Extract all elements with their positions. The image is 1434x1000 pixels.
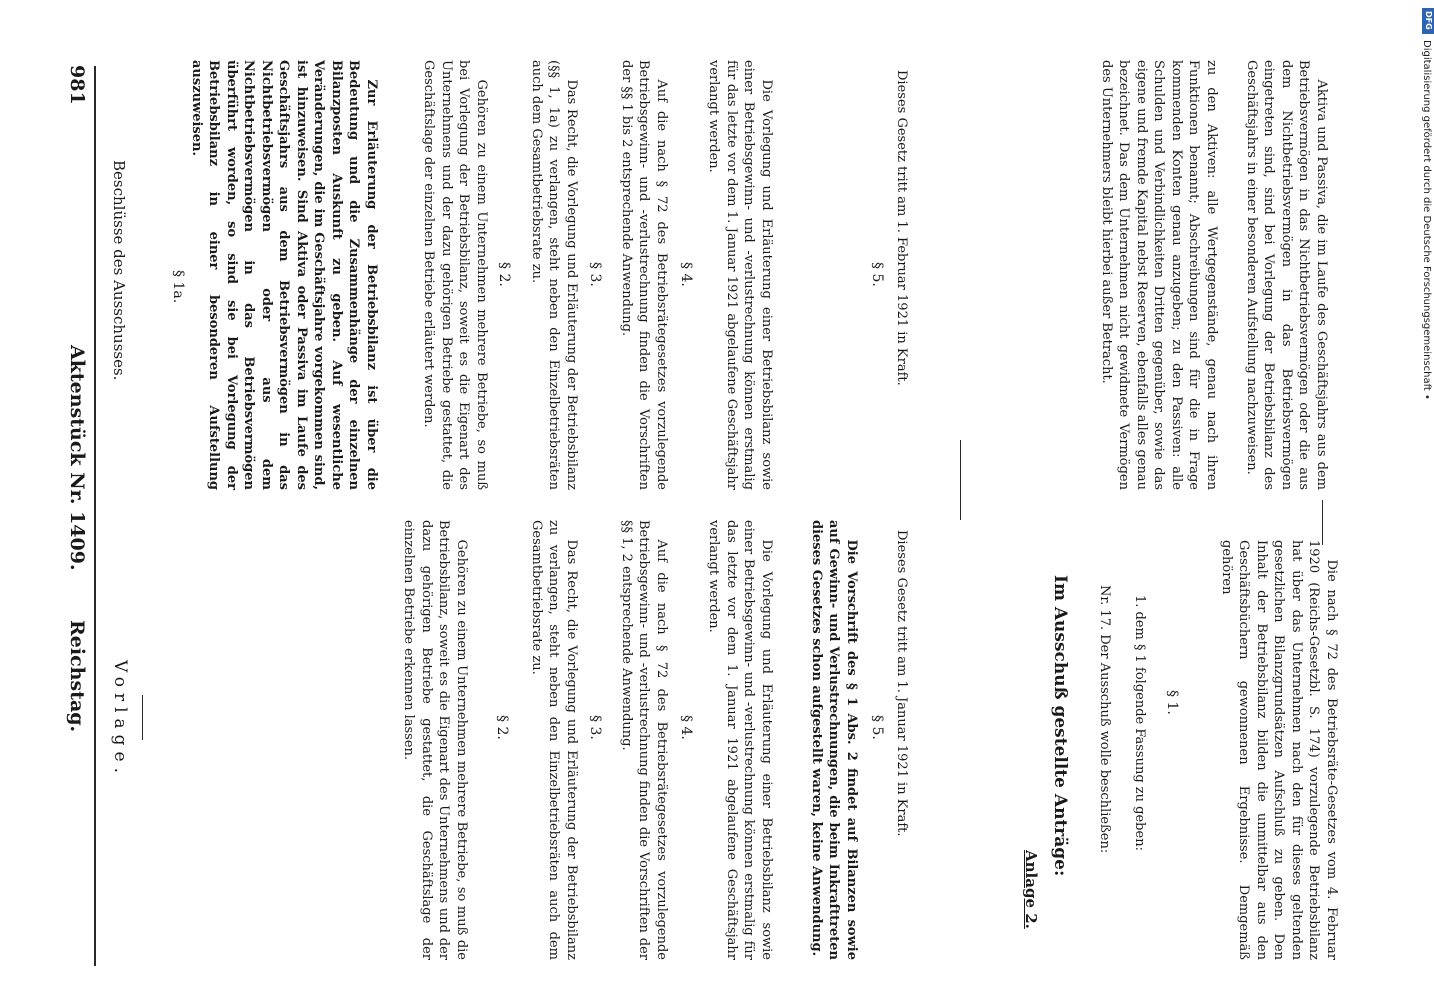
column-separator — [960, 440, 961, 520]
left-section-5: § 5. — [869, 715, 885, 740]
left-paragraph-2: Das Recht, die Vorlegung und Erläuterung der Betriebsbilanz zu verlangen, steht neben den Einzelbetriebsräten auch dem Gesamtbetriebsrate zu. — [529, 520, 579, 960]
right-section-3: § 3. — [587, 262, 603, 287]
annex-paragraph-2: zu den Aktiven: alle Wertgegenstände, genau nach ihren Funktionen benannt; Abschreibungen sind für die in Frage kommenden Konten genau anzugeben; zu den Passiven: alle Schulden und Verbindlichkeiten Dritten gegenüber, sowie das eigene und fremde Kapital nebst Reserven, ebenfalls alles genau bezeichnet. Das dem Unternehmen nicht gewidmete Vermögen des Unternehmers bleibt hierbei außer Betracht. — [1099, 60, 1219, 490]
right-paragraph-4: Die Vorlegung und Erläuterung einer Betriebsbilanz sowie einer Betriebsgewinn- und -verlustrechnung können erstmalig für das letzte vor dem 1. Januar 1921 abgelaufene Geschäftsjahr verlangt werden. — [706, 60, 774, 490]
right-section-2: § 2. — [496, 262, 512, 287]
left-paragraph-4a: Die Vorlegung und Erläuterung einer Betriebsbilanz sowie einer Betriebsgewinn- und -verlustrechnung können erstmalig für das letzte vor dem 1. Januar 1921 abgelaufene Geschäftsjahr verlangt werden. — [706, 520, 774, 960]
dfg-logo — [1422, 8, 1434, 34]
left-section-3: § 3. — [587, 715, 603, 740]
annex-heading: Anlage 2. — [1022, 850, 1040, 929]
page-number: 981 — [66, 65, 88, 105]
header-issuer: Reichstag. — [66, 620, 88, 733]
annex-subheading: Im Ausschuß gestellte Anträge: — [1050, 575, 1070, 877]
left-paragraph-3: Auf die nach § 72 des Betriebsrätegesetzes vorzulegende Betriebsgewinn- und -verlustrechnung finden die Vorschriften der §§ 1, 2 entsprechende Anwendung. — [619, 520, 669, 960]
right-paragraph-2: Das Recht, die Vorlegung und Erläuterung der Betriebsbilanz (§§ 1, 1a) zu verlangen, steht neben den Einzelbetriebsräten auch dem Gesamtbetriebsrate zu. — [529, 60, 579, 490]
left-section-2: § 2. — [494, 715, 510, 740]
right-section-4: § 4. — [678, 262, 694, 287]
dfg-logo-text: DFG — [1424, 11, 1433, 30]
right-intro-paragraph: Gehören zu einem Unternehmen mehrere Betriebe, so muß bei Vorlegung der Betriebsbilanz, soweit es die Eigenart des Unternehmens und der dazu gehörigen Betriebe gestattet, die Geschäftslage der einzelnen Betriebe erläutert werden. — [421, 60, 489, 490]
right-paragraph-5: Dieses Gesetz tritt am 1. Februar 1921 in Kraft. — [894, 70, 909, 386]
digitization-credit: Digitalisierung gefördert durch die Deutsche Forschungsgemeinschaft • — [1421, 40, 1432, 400]
right-section-5: § 5. — [869, 262, 885, 287]
annex-item-1: 1. dem § 1 folgende Fassung zu geben: — [1132, 595, 1147, 851]
annex-separator — [1322, 500, 1323, 545]
left-heading: Vorlage. — [110, 660, 130, 779]
right-paragraph-1a: Zur Erläuterung der Betriebsbilanz ist über die Bedeutung und die Zusammenhänge der einzelnen Bilanzposten Auskunft zu geben. Auf wesentliche Veränderungen, die im Geschäftsjahre vorgekommen sind, ist hinzuweisen. Sind Aktiva oder Passiva im Laufe des Geschäftsjahrs aus dem Betriebsvermögen in das Nichtbetriebsvermögen oder aus dem Nichtbetriebsvermögen in das Betriebsvermögen überführt worden, so sind sie bei Vorlegung der Betriebsbilanz in einer besonderen Aufstellung auszuweisen. — [189, 60, 379, 490]
left-paragraph-5: Dieses Gesetz tritt am 1. Januar 1921 in Kraft. — [894, 530, 909, 837]
left-heading-rule — [142, 695, 143, 740]
annex-paragraph-3: Aktiva und Passiva, die im Laufe des Geschäftsjahrs aus dem Betriebsvermögen in das Nichtbetriebsvermögen oder die aus dem Nichtbetriebsvermögen in das Betriebsvermögen eingetreten sind, sind bei Vorlegung der Betriebsbilanz des Geschäftsjahrs in einer besonderen Aufstellung nachzuweisen. — [1244, 60, 1329, 490]
left-section-4: § 4. — [678, 715, 694, 740]
right-heading: Beschlüsse des Ausschusses. — [110, 160, 128, 381]
header-document: Aktenstück Nr. 1409. — [66, 345, 88, 571]
annex-paragraph-1: Die nach § 72 des Betriebsräte-Gesetzes vom 4. Februar 1920 (Reichs-Gesetzbl. S. 174) vorzulegende Betriebsbilanz hat über das Unternehmen nach den für dieses geltenden gesetzlichen Bilanzgrundsätzen Aufschluß zu geben. Den Inhalt der Betriebsbilanz bilden die unmittelbar aus den Geschäftsbüchern gewonnenen Ergebnisse. Demgemäß gehören — [1219, 540, 1339, 960]
left-paragraph-4b: Die Vorschrift des § 1 Abs. 2 findet auf Bilanzen sowie auf Gewinn- und Verlustrechnungen, die beim Inkrafttreten dieses Gesetzes schon aufgestellt waren, keine Anwendung. — [809, 520, 859, 960]
right-section-1a: § 1a. — [170, 270, 186, 304]
annex-motion: Nr. 17. Der Ausschuß wolle beschließen: — [1097, 585, 1112, 854]
left-intro-paragraph: Gehören zu einem Unternehmen mehrere Betriebe, so muß die Betriebsbilanz, soweit es die Eigenart des Unternehmens und der dazu gehörigen Betriebe gestattet, die Geschäftslage der einzelnen Betriebe erkennen lassen. — [401, 520, 469, 960]
annex-section-1: § 1. — [1164, 690, 1180, 715]
right-paragraph-3: Auf die nach § 72 des Betriebsrätegesetzes vorzulegende Betriebsgewinn- und -verlustrechnung finden die Vorschriften der §§ 1 bis 2 entsprechende Anwendung. — [619, 60, 669, 490]
header-rule — [94, 66, 96, 966]
